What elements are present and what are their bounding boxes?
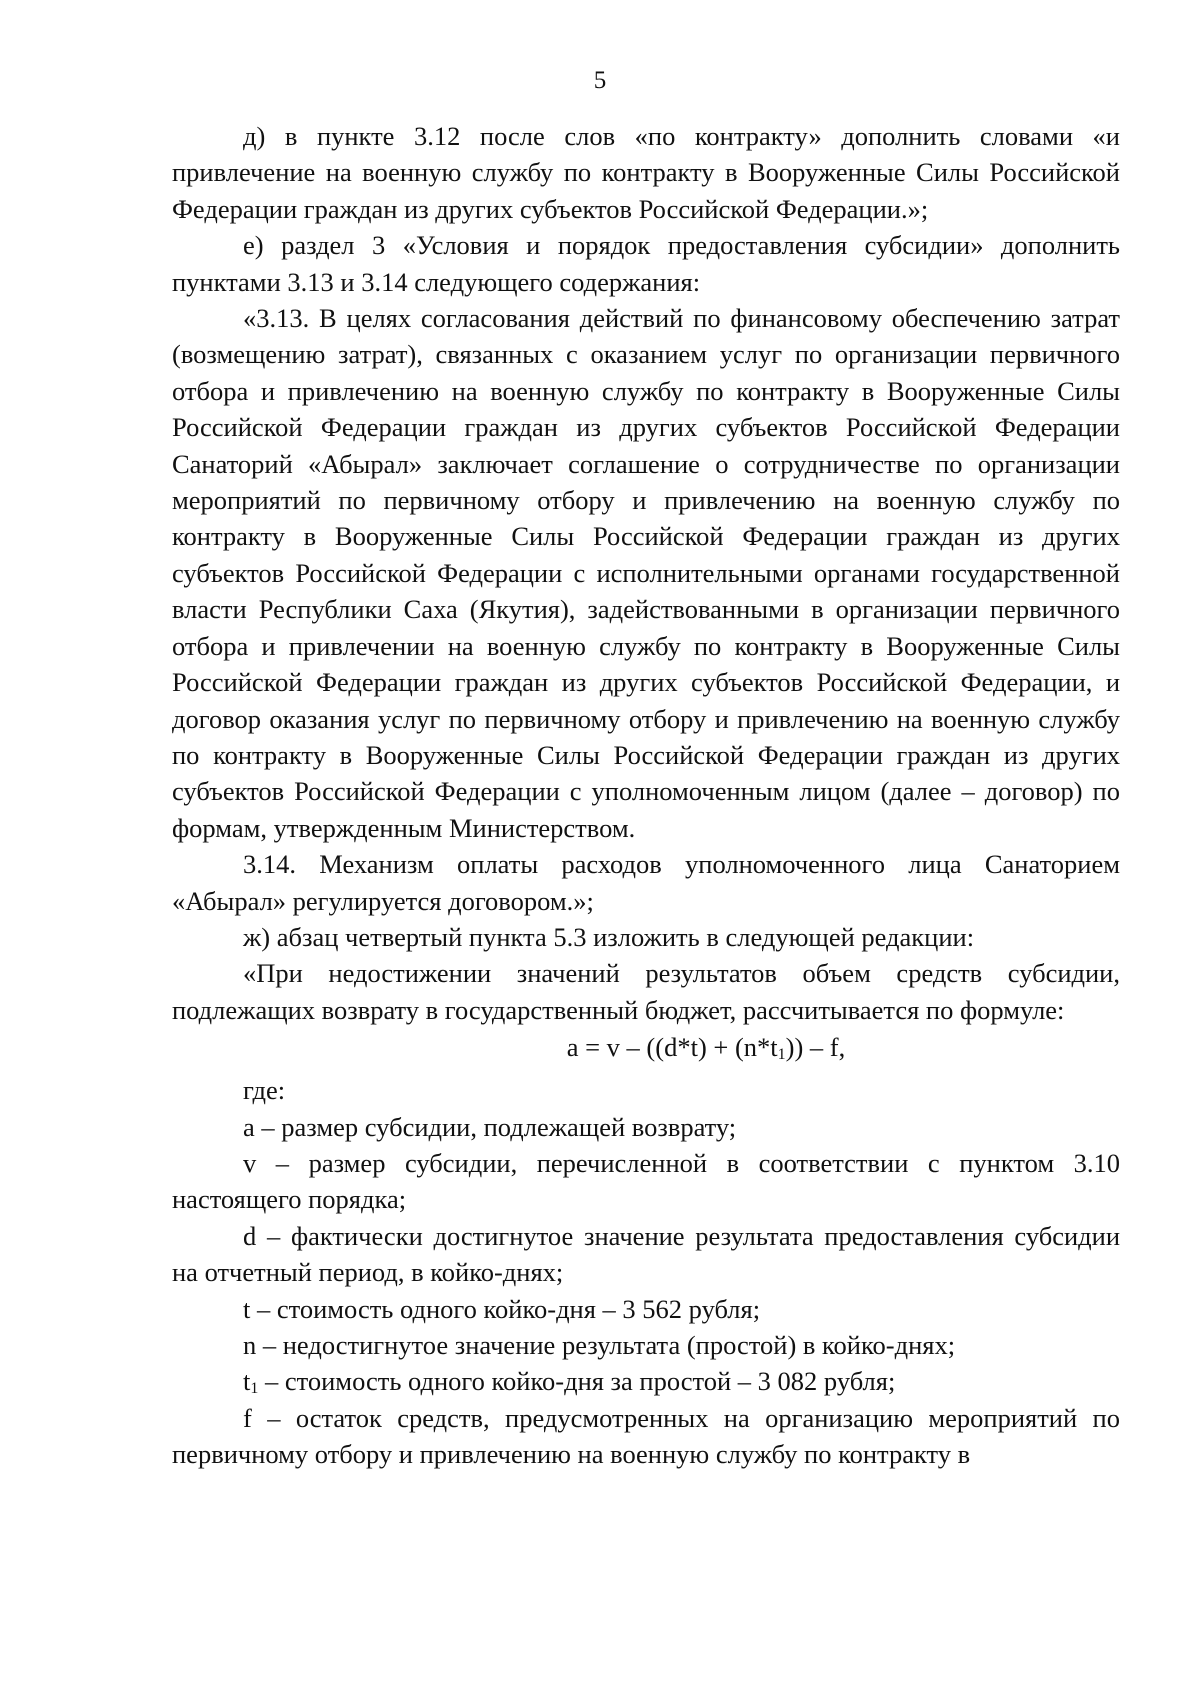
formula-tail: )) – f, — [785, 1032, 846, 1063]
formula-block — [172, 1028, 1120, 1072]
paragraph-amendment-zh: ж) абзац четвертый пункта 5.3 изложить в следующей редакции: — [243, 921, 975, 952]
paragraph-quoted-rule: «При недостижении значений результатов объем средств субсидии, подлежащих возврату в государственный бюджет, рассчитывается по формуле: — [172, 958, 1120, 1025]
paragraph-amendment-d: д) в пункте 3.12 после слов «по контракту» дополнить словами «и привлечение на военную службу по контракту в Вооруженные Силы Российской Федерации граждан из других субъектов Российской Федерации.»; — [172, 121, 1120, 224]
formula-subscript: 1 — [777, 1046, 786, 1064]
formula — [172, 1028, 1120, 1066]
definition-t1 — [172, 1363, 1120, 1399]
definition-where: где: — [243, 1075, 286, 1106]
definition-f: f – остаток средств, предусмотренных на организацию мероприятий по первичному отбору и привлечению на военную службу по контракту в — [172, 1402, 1120, 1470]
definition-t1-subscript: 1 — [250, 1380, 259, 1398]
definition-v: v – размер субсидии, перечисленной в соответствии с пунктом 3.10 настоящего порядка; — [172, 1147, 1120, 1215]
definition-t: t – стоимость одного койко-дня – 3 562 рубля; — [243, 1293, 761, 1324]
definition-a: a – размер субсидии, подлежащей возврату; — [243, 1111, 737, 1142]
definition-t1-letter: t — [243, 1366, 251, 1397]
paragraph-clause-3-13: «3.13. В целях согласования действий по финансовому обеспечению затрат (возмещению затрат), связанных с оказанием услуг по организации первичного отбора и привлечению на военную службу по контракту в Вооруженные Силы Российской Федерации граждан из других субъектов Российской Федерации Санаторий «Абырал» заключает соглашение о сотрудничестве по организации мероприятий по первичному отбору и привлечению на военную службу по контракту в Вооруженные Силы Российской Федерации граждан из других субъектов Российской Федерации с исполнительными органами государственной власти Республики Саха (Якутия), задействованными в организации первичного отбора и привлечении на военную службу по контракту в Вооруженные Силы Российской Федерации граждан из других субъектов Российской Федерации, и договор оказания услуг по первичному отбору и привлечению на военную службу по контракту в Вооруженные Силы Российской Федерации граждан из других субъектов Российской Федерации с уполномоченным лицом (далее – договор) по формам, утвержденным Министерством. — [172, 303, 1120, 843]
page-number: 5 — [593, 67, 607, 94]
definition-t1-text: – стоимость одного койко-дня за простой – 3 082 рубля; — [258, 1366, 896, 1397]
definition-d: d – фактически достигнутое значение результата предоставления субсидии на отчетный период, в койко-днях; — [172, 1220, 1120, 1288]
formula-main: a = v – ((d*t) + (n*t — [566, 1032, 778, 1063]
paragraph-amendment-e: е) раздел 3 «Условия и порядок предоставления субсидии» дополнить пунктами 3.13 и 3.14 следующего содержания: — [172, 230, 1120, 297]
definition-n: n – недостигнутое значение результата (простой) в койко-днях; — [243, 1330, 956, 1360]
paragraph-clause-3-14: 3.14. Механизм оплаты расходов уполномоченного лица Санаторием «Абырал» регулируется договором.»; — [172, 849, 1120, 916]
document-body — [172, 118, 1120, 1473]
